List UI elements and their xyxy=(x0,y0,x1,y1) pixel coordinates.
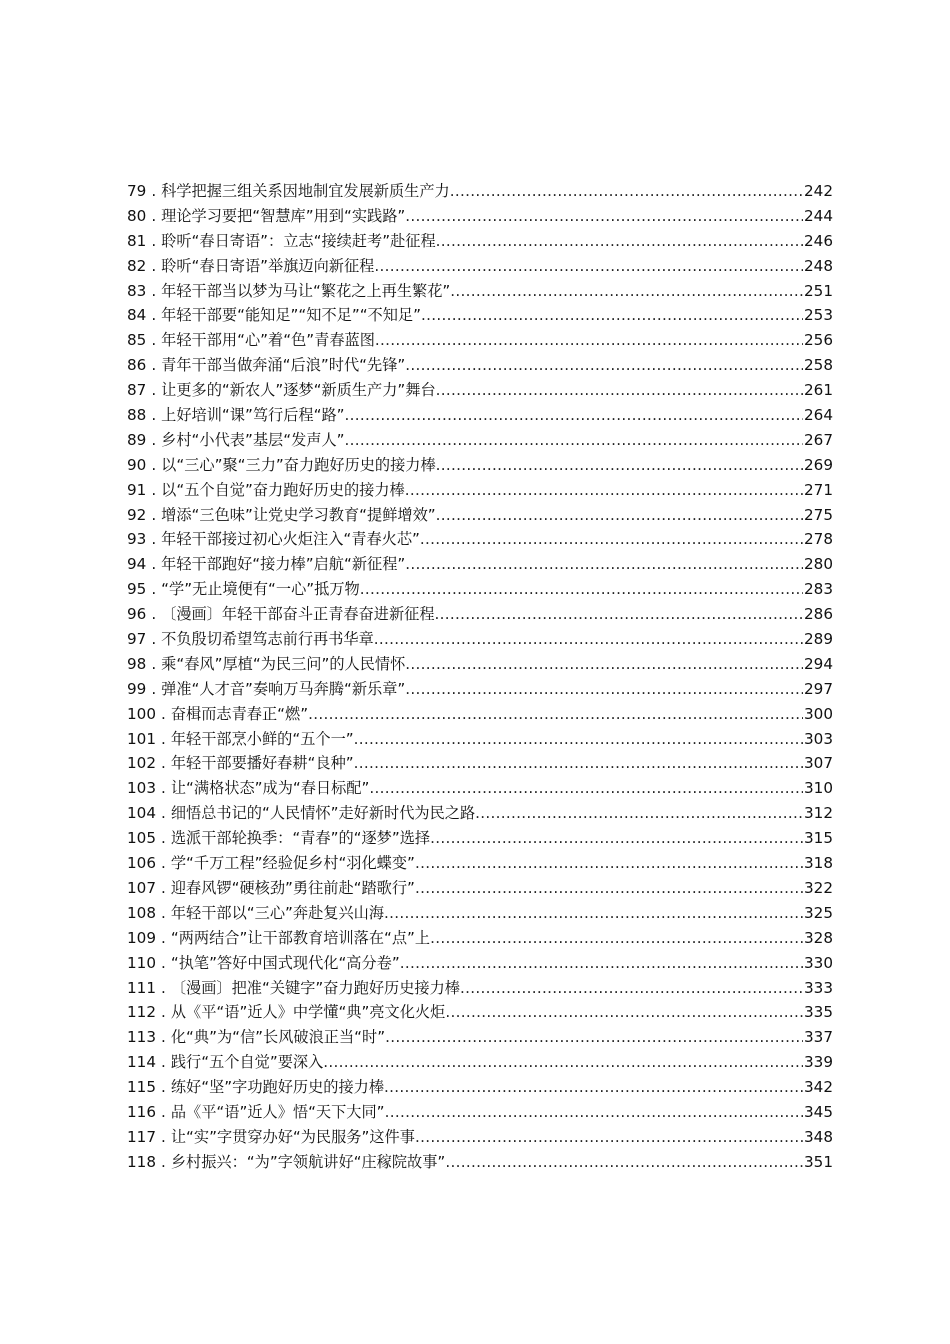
toc-entry-page: 278 xyxy=(804,530,833,549)
toc-entry-separator: . xyxy=(161,754,166,773)
toc-entry-page: 297 xyxy=(804,679,833,698)
toc-entry-page: 335 xyxy=(804,1003,833,1022)
toc-entry[interactable] xyxy=(127,776,833,801)
toc-leader-dots xyxy=(369,776,803,801)
toc-entry-number: 102 xyxy=(127,754,156,773)
toc-entry-separator: . xyxy=(161,928,166,947)
toc-entry[interactable] xyxy=(127,279,833,304)
toc-entry[interactable] xyxy=(127,851,833,876)
toc-entry-number: 90 xyxy=(127,455,147,474)
toc-entry-title: 聆听“春日寄语”举旗迈向新征程 xyxy=(161,256,375,275)
toc-entry-separator: . xyxy=(151,679,157,698)
toc-entry-title: 〔漫画〕把准“关键字”奋力跑好历史接力棒 xyxy=(170,978,460,997)
toc-entry-separator: . xyxy=(151,605,157,624)
toc-entry-title: 践行“五个自觉”要深入 xyxy=(170,1053,324,1072)
toc-entry[interactable] xyxy=(127,901,833,926)
toc-entry-title: 弹准“人才音”奏响万马奔腾“新乐章” xyxy=(161,679,406,698)
toc-entry[interactable] xyxy=(127,801,833,826)
toc-leader-dots xyxy=(405,353,803,378)
toc-leader-dots xyxy=(385,1025,803,1050)
toc-entry-number: 109 xyxy=(127,928,156,947)
toc-entry-title: 品《平“语”近人》悟“天下大同” xyxy=(170,1102,385,1121)
toc-entry-separator: . xyxy=(161,1053,166,1072)
toc-entry-separator: . xyxy=(151,630,157,649)
toc-entry-separator: . xyxy=(161,704,166,723)
toc-entry-separator: . xyxy=(151,455,157,474)
toc-entry-number: 104 xyxy=(127,804,156,823)
toc-entry-separator: . xyxy=(161,978,166,997)
toc-entry-number: 97 xyxy=(127,630,147,649)
toc-leader-dots xyxy=(405,478,803,503)
toc-leader-dots xyxy=(400,951,803,976)
toc-entry-title: 年轻干部用“心”着“色”青春蓝图 xyxy=(161,331,375,350)
toc-entry-separator: . xyxy=(151,356,157,375)
toc-entry-number: 79 xyxy=(127,182,147,200)
toc-entry-title: 年轻干部要“能知足”“知不足”“不知足” xyxy=(161,306,421,325)
toc-entry-number: 89 xyxy=(127,430,147,449)
toc-entry-separator: . xyxy=(151,381,157,400)
toc-entry-separator: . xyxy=(161,903,166,922)
toc-entry-page: 318 xyxy=(804,854,833,873)
toc-leader-dots xyxy=(384,901,803,926)
toc-entry[interactable] xyxy=(127,677,833,702)
toc-entry-number: 93 xyxy=(127,530,147,549)
toc-entry-title: 青年干部当做奔涌“后浪”时代“先锋” xyxy=(161,356,406,375)
toc-entry-number: 116 xyxy=(127,1102,156,1121)
toc-entry-title: 学“千万工程”经验促乡村“羽化蝶变” xyxy=(170,854,415,873)
toc-leader-dots xyxy=(421,303,803,328)
toc-entry-separator: . xyxy=(151,505,157,524)
toc-entry-page: 283 xyxy=(804,580,833,599)
toc-leader-dots xyxy=(450,179,803,204)
toc-entry-title: 科学把握三组关系因地制宜发展新质生产力 xyxy=(161,182,450,200)
toc-entry-title: “两两结合”让干部教育培训落在“点”上 xyxy=(170,928,431,947)
toc-leader-dots xyxy=(354,751,803,776)
toc-entry-number: 108 xyxy=(127,903,156,922)
toc-entry[interactable] xyxy=(127,353,833,378)
toc-entry-page: 251 xyxy=(804,281,833,300)
toc-entry-number: 95 xyxy=(127,580,147,599)
toc-leader-dots xyxy=(374,254,803,279)
toc-entry[interactable] xyxy=(127,229,833,254)
toc-entry-page: 337 xyxy=(804,1028,833,1047)
toc-entry-number: 94 xyxy=(127,555,147,574)
toc-leader-dots xyxy=(415,876,803,901)
toc-entry-separator: . xyxy=(151,331,157,350)
toc-leader-dots xyxy=(450,279,803,304)
toc-leader-dots xyxy=(436,229,803,254)
toc-entry-number: 106 xyxy=(127,854,156,873)
toc-entry-separator: . xyxy=(151,555,157,574)
toc-leader-dots xyxy=(415,851,803,876)
toc-entry-title: 年轻干部要播好春耕“良种” xyxy=(170,754,354,773)
toc-entry-title: 年轻干部以“三心”奔赴复兴山海 xyxy=(170,903,385,922)
toc-entry[interactable] xyxy=(127,602,833,627)
toc-leader-dots xyxy=(345,428,803,453)
toc-entry-page: 348 xyxy=(804,1127,833,1146)
toc-entry-page: 246 xyxy=(804,231,833,250)
toc-entry-page: 325 xyxy=(804,903,833,922)
toc-entry-title: 上好培训“课”笃行后程“路” xyxy=(161,406,345,425)
toc-entry-number: 81 xyxy=(127,231,147,250)
toc-leader-dots xyxy=(420,527,803,552)
toc-entry-separator: . xyxy=(151,430,157,449)
toc-entry-title: 不负殷切希望笃志前行再书华章 xyxy=(161,630,374,649)
toc-leader-dots xyxy=(323,1050,803,1075)
toc-entry-number: 82 xyxy=(127,256,147,275)
toc-entry[interactable] xyxy=(127,627,833,652)
toc-entry-number: 80 xyxy=(127,206,147,225)
toc-entry-separator: . xyxy=(161,804,166,823)
toc-entry-separator: . xyxy=(151,281,157,300)
toc-entry-separator: . xyxy=(161,953,166,972)
toc-entry-title: “学”无止境便有“一心”抵万物 xyxy=(161,580,360,599)
toc-leader-dots xyxy=(405,677,803,702)
toc-leader-dots xyxy=(308,702,803,727)
toc-entry[interactable] xyxy=(127,1075,833,1100)
toc-entry-separator: . xyxy=(161,1102,166,1121)
toc-entry[interactable] xyxy=(127,1025,833,1050)
toc-entry-page: 248 xyxy=(804,256,833,275)
toc-entry-title: 年轻干部烹小鲜的“五个一” xyxy=(170,729,354,748)
toc-entry-separator: . xyxy=(151,182,157,200)
toc-entry-title: 乡村“小代表”基层“发声人” xyxy=(161,430,345,449)
toc-entry-number: 113 xyxy=(127,1028,156,1047)
toc-entry-title: 年轻干部接过初心火炬注入“青春火芯” xyxy=(161,530,420,549)
toc-leader-dots xyxy=(435,602,803,627)
toc-entry-title: 让“满格状态”成为“春日标配” xyxy=(170,779,370,798)
toc-entry-page: 342 xyxy=(804,1078,833,1097)
toc-entry-separator: . xyxy=(161,729,166,748)
toc-entry-page: 280 xyxy=(804,555,833,574)
toc-entry-page: 307 xyxy=(804,754,833,773)
toc-entry-separator: . xyxy=(151,306,157,325)
toc-entry-page: 256 xyxy=(804,331,833,350)
toc-entry-number: 105 xyxy=(127,829,156,848)
toc-leader-dots xyxy=(436,453,803,478)
toc-entry-title: 乘“春风”厚植“为民三问”的人民情怀 xyxy=(161,654,406,673)
toc-entry-number: 103 xyxy=(127,779,156,798)
toc-entry-separator: . xyxy=(151,206,157,225)
toc-entry-number: 99 xyxy=(127,679,147,698)
toc-entry[interactable] xyxy=(127,179,833,204)
toc-entry-page: 300 xyxy=(804,704,833,723)
toc-entry-separator: . xyxy=(161,1028,166,1047)
toc-entry[interactable] xyxy=(127,1125,833,1150)
toc-entry[interactable] xyxy=(127,652,833,677)
toc-entry-number: 88 xyxy=(127,406,147,425)
toc-entry[interactable] xyxy=(127,876,833,901)
toc-leader-dots xyxy=(375,328,803,353)
toc-entry-page: 289 xyxy=(804,630,833,649)
toc-entry[interactable] xyxy=(127,976,833,1001)
toc-entry-title: “执笔”答好中国式现代化“高分卷” xyxy=(170,953,400,972)
toc-entry-title: 选派干部轮换季：“青春”的“逐梦”选择 xyxy=(170,829,431,848)
toc-entry[interactable] xyxy=(127,204,833,229)
toc-entry-page: 333 xyxy=(804,978,833,997)
toc-leader-dots xyxy=(345,403,803,428)
toc-entry-page: 261 xyxy=(804,381,833,400)
toc-entry-page: 253 xyxy=(804,306,833,325)
toc-entry[interactable] xyxy=(127,254,833,279)
toc-leader-dots xyxy=(385,1100,803,1125)
toc-entry-page: 242 xyxy=(804,182,833,200)
toc-entry-title: 化“典”为“信”长风破浪正当“时” xyxy=(170,1028,386,1047)
toc-leader-dots xyxy=(430,926,803,951)
toc-entry-page: 286 xyxy=(804,605,833,624)
toc-entry[interactable] xyxy=(127,577,833,602)
toc-entry-title: 增添“三色味”让党史学习教育“提鲜增效” xyxy=(161,505,436,524)
toc-entry-number: 115 xyxy=(127,1078,156,1097)
toc-leader-dots xyxy=(436,503,803,528)
table-of-contents xyxy=(127,179,833,1175)
toc-entry-number: 112 xyxy=(127,1003,156,1022)
toc-entry-separator: . xyxy=(151,654,157,673)
toc-entry-page: 303 xyxy=(804,729,833,748)
toc-entry[interactable] xyxy=(127,428,833,453)
toc-entry-page: 330 xyxy=(804,953,833,972)
toc-entry-page: 345 xyxy=(804,1102,833,1121)
toc-leader-dots xyxy=(436,378,803,403)
toc-entry[interactable] xyxy=(127,1100,833,1125)
toc-leader-dots xyxy=(374,627,803,652)
toc-entry-page: 328 xyxy=(804,928,833,947)
toc-leader-dots xyxy=(445,1150,803,1175)
toc-entry[interactable] xyxy=(127,403,833,428)
toc-entry[interactable] xyxy=(127,926,833,951)
toc-entry-separator: . xyxy=(161,779,166,798)
toc-entry[interactable] xyxy=(127,503,833,528)
toc-entry-page: 339 xyxy=(804,1053,833,1072)
toc-entry-page: 312 xyxy=(804,804,833,823)
toc-entry[interactable] xyxy=(127,328,833,353)
toc-entry-number: 91 xyxy=(127,480,147,499)
toc-entry[interactable] xyxy=(127,727,833,752)
toc-entry-page: 275 xyxy=(804,505,833,524)
toc-entry-page: 269 xyxy=(804,455,833,474)
toc-leader-dots xyxy=(415,1125,803,1150)
toc-entry-separator: . xyxy=(161,1127,166,1146)
toc-entry-number: 100 xyxy=(127,704,156,723)
toc-entry-number: 117 xyxy=(127,1127,156,1146)
toc-entry-number: 114 xyxy=(127,1053,156,1072)
toc-entry-separator: . xyxy=(151,480,157,499)
toc-entry[interactable] xyxy=(127,527,833,552)
toc-leader-dots xyxy=(430,826,803,851)
toc-entry-number: 87 xyxy=(127,381,147,400)
toc-entry-separator: . xyxy=(151,580,157,599)
toc-entry[interactable] xyxy=(127,552,833,577)
toc-entry-number: 92 xyxy=(127,505,147,524)
toc-entry-title: 〔漫画〕年轻干部奋斗正青春奋进新征程 xyxy=(161,605,435,624)
toc-leader-dots xyxy=(354,727,803,752)
toc-entry-separator: . xyxy=(151,256,157,275)
toc-entry-number: 96 xyxy=(127,605,147,624)
toc-entry-page: 258 xyxy=(804,356,833,375)
toc-entry-page: 264 xyxy=(804,406,833,425)
toc-leader-dots xyxy=(405,552,803,577)
toc-entry[interactable] xyxy=(127,951,833,976)
toc-entry-title: 以“三心”聚“三力”奋力跑好历史的接力棒 xyxy=(161,455,436,474)
toc-entry[interactable] xyxy=(127,303,833,328)
toc-entry[interactable] xyxy=(127,751,833,776)
toc-leader-dots xyxy=(460,976,803,1001)
toc-leader-dots xyxy=(475,801,803,826)
toc-entry[interactable] xyxy=(127,702,833,727)
toc-entry-number: 107 xyxy=(127,878,156,897)
toc-entry-separator: . xyxy=(151,406,157,425)
toc-entry-separator: . xyxy=(151,530,157,549)
toc-entry-number: 86 xyxy=(127,356,147,375)
toc-entry-separator: . xyxy=(151,231,157,250)
toc-entry-number: 85 xyxy=(127,331,147,350)
toc-entry-title: 乡村振兴：“为”字领航讲好“庄稼院故事” xyxy=(170,1152,446,1171)
toc-entry-title: 迎春风锣“硬核劲”勇往前赴“踏歌行” xyxy=(170,878,415,897)
toc-entry-title: 细悟总书记的“人民情怀”走好新时代为民之路 xyxy=(170,804,476,823)
toc-entry-title: 年轻干部当以梦为马让“繁花之上再生繁花” xyxy=(161,281,451,300)
toc-entry[interactable] xyxy=(127,826,833,851)
toc-entry-separator: . xyxy=(161,878,166,897)
toc-entry-separator: . xyxy=(161,829,166,848)
toc-entry-title: 奋楫而志青春正“燃” xyxy=(170,704,309,723)
toc-entry-separator: . xyxy=(161,854,166,873)
toc-entry[interactable] xyxy=(127,478,833,503)
toc-entry-number: 110 xyxy=(127,953,156,972)
toc-entry-page: 294 xyxy=(804,654,833,673)
toc-leader-dots xyxy=(445,1000,803,1025)
toc-entry[interactable] xyxy=(127,1050,833,1075)
toc-entry-page: 244 xyxy=(804,206,833,225)
toc-leader-dots xyxy=(405,652,803,677)
toc-entry-title: 让更多的“新农人”逐梦“新质生产力”舞台 xyxy=(161,381,436,400)
toc-entry-number: 101 xyxy=(127,729,156,748)
toc-entry-title: 让“实”字贯穿办好“为民服务”这件事 xyxy=(170,1127,415,1146)
toc-entry-page: 310 xyxy=(804,779,833,798)
toc-entry[interactable] xyxy=(127,1000,833,1025)
toc-entry-page: 351 xyxy=(804,1152,833,1171)
toc-entry-page: 322 xyxy=(804,878,833,897)
toc-entry-title: 从《平“语”近人》中学懂“典”亮文化火炬 xyxy=(170,1003,446,1022)
toc-entry-separator: . xyxy=(161,1152,166,1171)
toc-entry-number: 111 xyxy=(127,978,156,997)
toc-entry-title: 年轻干部跑好“接力棒”启航“新征程” xyxy=(161,555,406,574)
toc-entry-page: 315 xyxy=(804,829,833,848)
toc-entry-number: 83 xyxy=(127,281,147,300)
toc-entry-number: 98 xyxy=(127,654,147,673)
toc-entry-separator: . xyxy=(161,1003,166,1022)
toc-entry-title: 以“五个自觉”奋力跑好历史的接力棒 xyxy=(161,480,405,499)
toc-entry-number: 84 xyxy=(127,306,147,325)
toc-entry-page: 267 xyxy=(804,430,833,449)
toc-entry-page: 271 xyxy=(804,480,833,499)
toc-entry-title: 练好“坚”字功跑好历史的接力棒 xyxy=(170,1078,385,1097)
toc-leader-dots xyxy=(405,204,803,229)
toc-entry[interactable] xyxy=(127,1150,833,1175)
toc-entry[interactable] xyxy=(127,378,833,403)
toc-leader-dots xyxy=(384,1075,803,1100)
toc-entry-number: 118 xyxy=(127,1152,156,1171)
toc-entry[interactable] xyxy=(127,453,833,478)
toc-entry-separator: . xyxy=(161,1078,166,1097)
toc-entry-title: 理论学习要把“智慧库”用到“实践路” xyxy=(161,206,406,225)
toc-leader-dots xyxy=(360,577,803,602)
toc-entry-title: 聆听“春日寄语”：立志“接续赶考”赴征程 xyxy=(161,231,436,250)
